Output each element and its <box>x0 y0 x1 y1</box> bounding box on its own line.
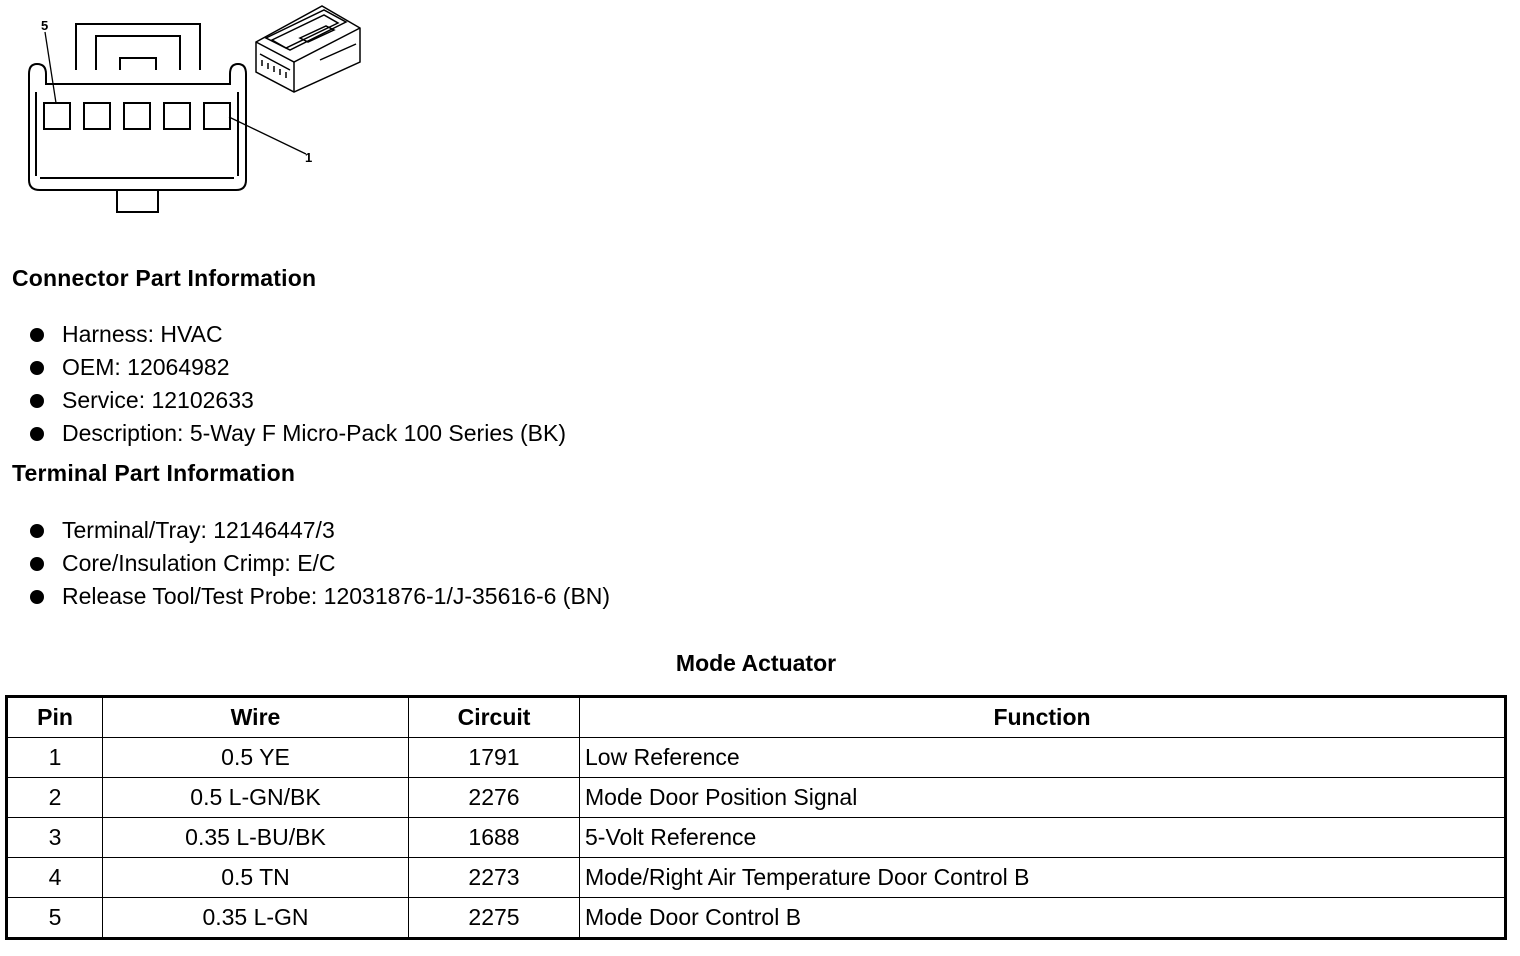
pinout-table <box>5 695 1507 940</box>
bullet-icon <box>30 361 44 375</box>
list-item: Service: 12102633 <box>28 384 566 417</box>
cell-circuit: 1688 <box>409 818 580 858</box>
bullet-icon <box>30 524 44 538</box>
bullet-icon <box>30 328 44 342</box>
cell-pin: 4 <box>7 858 103 898</box>
cell-pin: 5 <box>7 898 103 939</box>
cell-wire: 0.5 L-GN/BK <box>103 778 409 818</box>
table-row <box>7 858 1506 898</box>
terminal-info-list <box>28 514 610 613</box>
cell-circuit: 2273 <box>409 858 580 898</box>
cell-wire: 0.35 L-GN <box>103 898 409 939</box>
list-item: Harness: HVAC <box>28 318 566 351</box>
cell-function: Mode Door Control B <box>580 898 1506 939</box>
cell-function: Mode/Right Air Temperature Door Control B <box>580 858 1506 898</box>
header-function: Function <box>580 697 1506 738</box>
cell-wire: 0.5 YE <box>103 738 409 778</box>
table-header-row <box>7 697 1506 738</box>
list-item: Terminal/Tray: 12146447/3 <box>28 514 610 547</box>
bullet-icon <box>30 427 44 441</box>
connector-iso-drawing <box>256 6 360 92</box>
connector-face-drawing <box>29 24 306 212</box>
bullet-icon <box>30 557 44 571</box>
header-wire: Wire <box>103 697 409 738</box>
list-item: Release Tool/Test Probe: 12031876-1/J-35616-6 (BN) <box>28 580 610 613</box>
cell-pin: 2 <box>7 778 103 818</box>
table-title: Mode Actuator <box>675 650 837 676</box>
cell-wire: 0.5 TN <box>103 858 409 898</box>
table-row <box>7 818 1506 858</box>
cell-pin: 3 <box>7 818 103 858</box>
cell-function: Low Reference <box>580 738 1506 778</box>
pin-5-label: 5 <box>41 18 49 33</box>
table-row <box>7 778 1506 818</box>
header-circuit: Circuit <box>409 697 580 738</box>
cell-pin: 1 <box>7 738 103 778</box>
table-row <box>7 738 1506 778</box>
pin-1-label: 1 <box>305 150 313 165</box>
connector-diagram <box>0 0 380 220</box>
table-row <box>7 898 1506 939</box>
header-pin: Pin <box>7 697 103 738</box>
connector-info-list <box>28 318 566 450</box>
cell-wire: 0.35 L-BU/BK <box>103 818 409 858</box>
cell-circuit: 1791 <box>409 738 580 778</box>
bullet-icon <box>30 590 44 604</box>
cell-function: 5-Volt Reference <box>580 818 1506 858</box>
cell-circuit: 2276 <box>409 778 580 818</box>
list-item: Core/Insulation Crimp: E/C <box>28 547 610 580</box>
cell-circuit: 2275 <box>409 898 580 939</box>
cell-function: Mode Door Position Signal <box>580 778 1506 818</box>
list-item: Description: 5-Way F Micro-Pack 100 Series (BK) <box>28 417 566 450</box>
bullet-icon <box>30 394 44 408</box>
terminal-info-title: Terminal Part Information <box>12 460 296 486</box>
list-item: OEM: 12064982 <box>28 351 566 384</box>
connector-info-title: Connector Part Information <box>12 265 317 291</box>
